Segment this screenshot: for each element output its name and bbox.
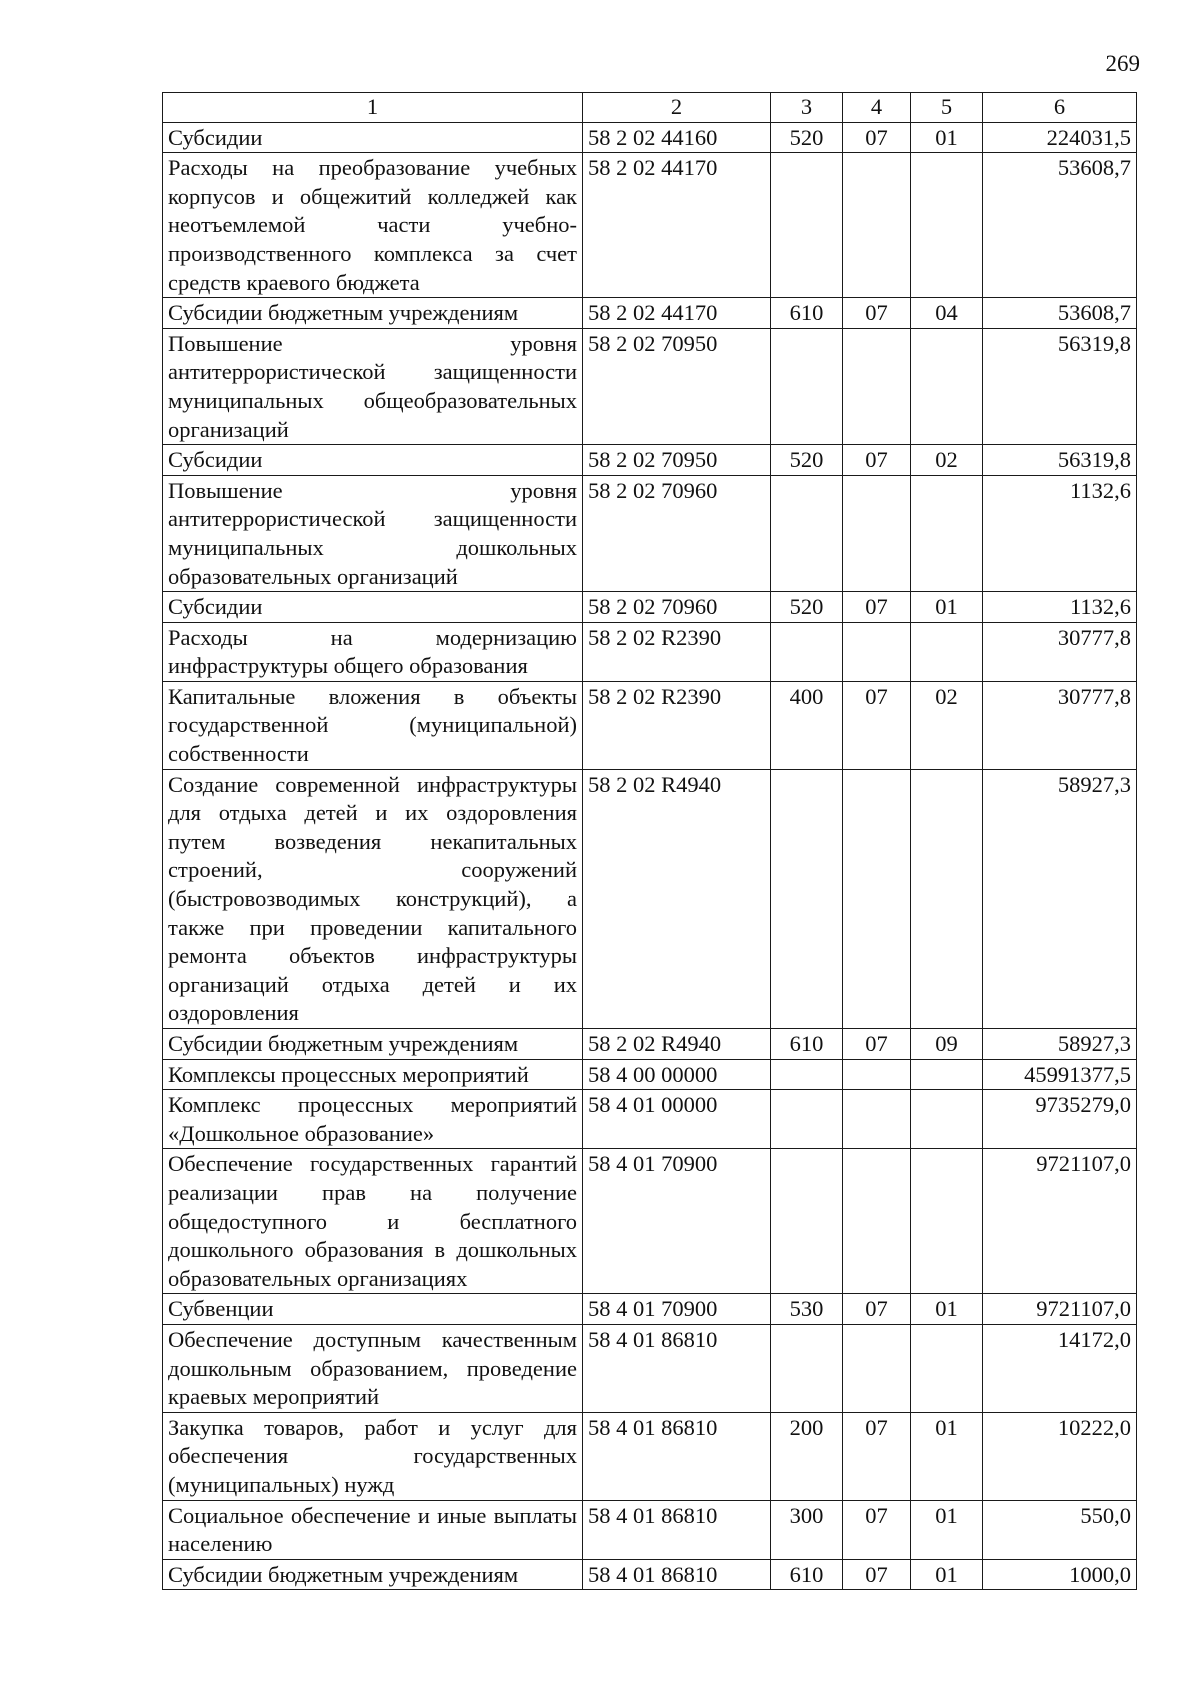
row-subsection-cell	[911, 622, 983, 681]
row-expense-type-cell: 520	[771, 122, 843, 153]
column-header-1: 1	[163, 93, 583, 123]
column-header-2: 2	[583, 93, 771, 123]
row-name-cell: Создание современной инфраструктуры для отдыха детей и их оздоровления путем возведения некапитальных строений, сооружений (быстровозводимых конструкций), а также при проведении капитального ремонта объектов инфраструктуры организаций отдыха детей и их оздоровления	[163, 769, 583, 1028]
table-row	[163, 475, 1137, 591]
table-row	[163, 1559, 1137, 1590]
row-code-cell: 58 2 02 44160	[583, 122, 771, 153]
row-amount-cell: 56319,8	[983, 445, 1137, 476]
row-code-cell: 58 4 01 86810	[583, 1412, 771, 1500]
row-subsection-cell	[911, 1090, 983, 1149]
row-code-cell: 58 4 01 70900	[583, 1294, 771, 1325]
row-code-cell: 58 4 01 86810	[583, 1500, 771, 1559]
row-expense-type-cell: 300	[771, 1500, 843, 1559]
row-code-cell: 58 2 02 70950	[583, 328, 771, 444]
row-name-cell: Обеспечение доступным качественным дошкольным образованием, проведение краевых мероприятий	[163, 1324, 583, 1412]
row-name-cell: Субвенции	[163, 1294, 583, 1325]
row-code-cell: 58 4 01 86810	[583, 1559, 771, 1590]
table-row	[163, 1059, 1137, 1090]
row-section-cell	[843, 328, 911, 444]
column-header-3: 3	[771, 93, 843, 123]
row-code-cell: 58 2 02 44170	[583, 153, 771, 298]
row-name-cell: Повышение уровня антитеррористической защищенности муниципальных дошкольных образовательных организаций	[163, 475, 583, 591]
row-subsection-cell: 04	[911, 298, 983, 329]
table-row	[163, 1149, 1137, 1294]
row-subsection-cell: 09	[911, 1029, 983, 1060]
table-row	[163, 298, 1137, 329]
row-section-cell: 07	[843, 1500, 911, 1559]
row-expense-type-cell	[771, 1149, 843, 1294]
row-subsection-cell: 02	[911, 445, 983, 476]
row-subsection-cell: 01	[911, 592, 983, 623]
row-subsection-cell: 01	[911, 122, 983, 153]
row-subsection-cell: 01	[911, 1294, 983, 1325]
row-amount-cell: 58927,3	[983, 1029, 1137, 1060]
row-section-cell	[843, 1090, 911, 1149]
row-name-cell: Комплексы процессных мероприятий	[163, 1059, 583, 1090]
row-name-cell: Субсидии бюджетным учреждениям	[163, 298, 583, 329]
row-amount-cell: 56319,8	[983, 328, 1137, 444]
row-amount-cell: 45991377,5	[983, 1059, 1137, 1090]
row-name-cell: Капитальные вложения в объекты государственной (муниципальной) собственности	[163, 681, 583, 769]
row-name-cell: Повышение уровня антитеррористической защищенности муниципальных общеобразовательных организаций	[163, 328, 583, 444]
row-section-cell: 07	[843, 298, 911, 329]
row-expense-type-cell: 610	[771, 1029, 843, 1060]
row-code-cell: 58 2 02 70950	[583, 445, 771, 476]
row-amount-cell: 1132,6	[983, 592, 1137, 623]
row-section-cell	[843, 1324, 911, 1412]
row-amount-cell: 14172,0	[983, 1324, 1137, 1412]
row-amount-cell: 10222,0	[983, 1412, 1137, 1500]
row-subsection-cell	[911, 1059, 983, 1090]
row-section-cell: 07	[843, 1294, 911, 1325]
table-row	[163, 622, 1137, 681]
row-code-cell: 58 2 02 R4940	[583, 1029, 771, 1060]
table-row	[163, 1412, 1137, 1500]
table-row	[163, 681, 1137, 769]
row-section-cell: 07	[843, 592, 911, 623]
row-code-cell: 58 2 02 70960	[583, 475, 771, 591]
row-section-cell: 07	[843, 122, 911, 153]
row-name-cell: Расходы на преобразование учебных корпусов и общежитий колледжей как неотъемлемой части учебно-производственного комплекса за счет средств краевого бюджета	[163, 153, 583, 298]
row-section-cell: 07	[843, 1412, 911, 1500]
row-amount-cell: 1000,0	[983, 1559, 1137, 1590]
row-amount-cell: 30777,8	[983, 622, 1137, 681]
row-expense-type-cell: 530	[771, 1294, 843, 1325]
row-name-cell: Субсидии	[163, 122, 583, 153]
row-code-cell: 58 4 01 86810	[583, 1324, 771, 1412]
row-code-cell: 58 4 00 00000	[583, 1059, 771, 1090]
page-number: 269	[1105, 51, 1140, 76]
table-body	[163, 122, 1137, 1590]
row-expense-type-cell: 610	[771, 1559, 843, 1590]
row-subsection-cell	[911, 769, 983, 1028]
row-name-cell: Субсидии бюджетным учреждениям	[163, 1029, 583, 1060]
table-row	[163, 445, 1137, 476]
row-name-cell: Расходы на модернизацию инфраструктуры общего образования	[163, 622, 583, 681]
row-name-cell: Комплекс процессных мероприятий «Дошкольное образование»	[163, 1090, 583, 1149]
row-amount-cell: 53608,7	[983, 153, 1137, 298]
row-amount-cell: 9735279,0	[983, 1090, 1137, 1149]
row-expense-type-cell	[771, 1090, 843, 1149]
row-name-cell: Субсидии	[163, 592, 583, 623]
row-expense-type-cell	[771, 475, 843, 591]
row-subsection-cell: 01	[911, 1412, 983, 1500]
table-row	[163, 1294, 1137, 1325]
row-section-cell: 07	[843, 1029, 911, 1060]
table-row	[163, 328, 1137, 444]
column-header-6: 6	[983, 93, 1137, 123]
budget-table	[162, 92, 1137, 1590]
row-expense-type-cell	[771, 769, 843, 1028]
row-name-cell: Обеспечение государственных гарантий реализации прав на получение общедоступного и бесплатного дошкольного образования в дошкольных образовательных организациях	[163, 1149, 583, 1294]
row-expense-type-cell	[771, 1324, 843, 1412]
row-name-cell: Субсидии	[163, 445, 583, 476]
row-section-cell	[843, 1059, 911, 1090]
row-amount-cell: 9721107,0	[983, 1149, 1137, 1294]
row-amount-cell: 9721107,0	[983, 1294, 1137, 1325]
row-code-cell: 58 2 02 70960	[583, 592, 771, 623]
row-name-cell: Социальное обеспечение и иные выплаты населению	[163, 1500, 583, 1559]
row-amount-cell: 550,0	[983, 1500, 1137, 1559]
row-subsection-cell	[911, 1324, 983, 1412]
row-section-cell: 07	[843, 1559, 911, 1590]
row-subsection-cell	[911, 153, 983, 298]
row-section-cell	[843, 769, 911, 1028]
row-expense-type-cell: 200	[771, 1412, 843, 1500]
table-row	[163, 1500, 1137, 1559]
row-code-cell: 58 4 01 00000	[583, 1090, 771, 1149]
row-code-cell: 58 2 02 44170	[583, 298, 771, 329]
row-name-cell: Закупка товаров, работ и услуг для обеспечения государственных (муниципальных) нужд	[163, 1412, 583, 1500]
row-expense-type-cell	[771, 153, 843, 298]
table-row	[163, 122, 1137, 153]
table-row	[163, 1324, 1137, 1412]
row-section-cell: 07	[843, 681, 911, 769]
row-section-cell	[843, 475, 911, 591]
table-row	[163, 1029, 1137, 1060]
row-subsection-cell	[911, 475, 983, 591]
row-expense-type-cell	[771, 622, 843, 681]
row-subsection-cell	[911, 328, 983, 444]
row-expense-type-cell: 610	[771, 298, 843, 329]
row-section-cell	[843, 622, 911, 681]
row-code-cell: 58 2 02 R2390	[583, 681, 771, 769]
row-amount-cell: 224031,5	[983, 122, 1137, 153]
table-row	[163, 592, 1137, 623]
row-expense-type-cell	[771, 1059, 843, 1090]
table-row	[163, 1090, 1137, 1149]
row-section-cell: 07	[843, 445, 911, 476]
row-amount-cell: 58927,3	[983, 769, 1137, 1028]
row-subsection-cell: 02	[911, 681, 983, 769]
table-row	[163, 769, 1137, 1028]
table-header-row	[163, 93, 1137, 123]
row-amount-cell: 30777,8	[983, 681, 1137, 769]
row-amount-cell: 53608,7	[983, 298, 1137, 329]
row-code-cell: 58 2 02 R4940	[583, 769, 771, 1028]
row-name-cell: Субсидии бюджетным учреждениям	[163, 1559, 583, 1590]
row-subsection-cell: 01	[911, 1559, 983, 1590]
row-subsection-cell: 01	[911, 1500, 983, 1559]
row-expense-type-cell: 520	[771, 592, 843, 623]
row-amount-cell: 1132,6	[983, 475, 1137, 591]
row-section-cell	[843, 153, 911, 298]
row-code-cell: 58 2 02 R2390	[583, 622, 771, 681]
row-expense-type-cell: 520	[771, 445, 843, 476]
column-header-5: 5	[911, 93, 983, 123]
row-expense-type-cell	[771, 328, 843, 444]
row-expense-type-cell: 400	[771, 681, 843, 769]
table-row	[163, 153, 1137, 298]
column-header-4: 4	[843, 93, 911, 123]
row-code-cell: 58 4 01 70900	[583, 1149, 771, 1294]
row-subsection-cell	[911, 1149, 983, 1294]
row-section-cell	[843, 1149, 911, 1294]
